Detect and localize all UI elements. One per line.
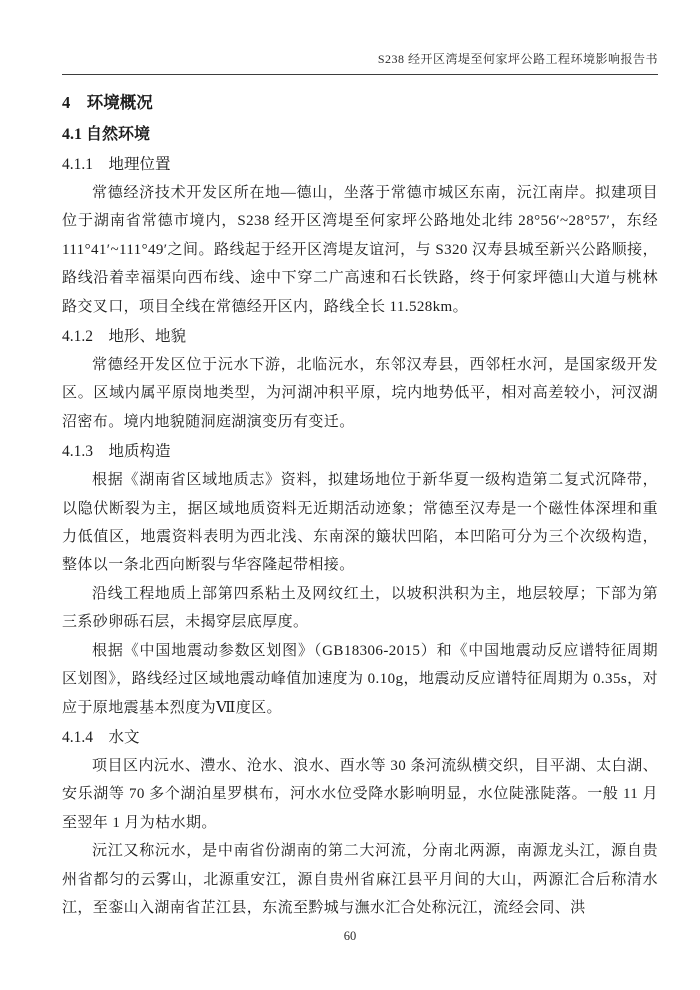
document-body xyxy=(62,75,658,922)
subsection-heading-geological-structure: 4.1.3 地质构造 xyxy=(62,443,171,461)
paragraph-hydrology-rivers-lakes: 项目区内沅水、澧水、沧水、浪水、酉水等 30 条河流纵横交织，目平湖、太白湖、安乐湖等 70 多个湖泊星罗棋布，河水水位受降水影响明显，水位陡涨陡落。一般 11 月至翌年 1 月为枯水期。 xyxy=(62,757,658,831)
section-heading-natural-environment: 4.1 自然环境 xyxy=(62,126,151,143)
paragraph-hydrology-yuanjiang: 沅江又称沅水，是中南省份湖南的第二大河流，分南北两源，南源龙头江，源自贵州省都匀的云雾山，北源重安江，源自贵州省麻江县平月间的大山，两源汇合后称清水江，至銮山入湖南省芷江县，东流至黔城与潕水汇合处称沅江，流经会同、洪 xyxy=(62,843,658,916)
paragraph-seismic-parameters: 根据《中国地震动参数区划图》（GB18306-2015）和《中国地震动反应谱特征周期区划图》，路线经过区域地震动峰值加速度为 0.10g，地震动反应谱特征周期为 0.35s，对应于原地震基本烈度为Ⅶ度区。 xyxy=(62,642,658,716)
page-header xyxy=(62,50,658,75)
chapter-heading: 4 环境概况 xyxy=(62,93,153,112)
subsection-heading-geographic-location: 4.1.1 地理位置 xyxy=(62,156,171,173)
paragraph-geological-structure-1: 根据《湖南省区域地质志》资料，拟建场地位于新华夏一级构造第二复式沉降带，以隐伏断裂为主，据区域地质资料无近期活动迹象；常德至汉寿是一个磁性体深埋和重力低值区，地震资料表明为西北浅、东南深的簸状凹陷，本凹陷可分为三个次级构造，整体以一条北西向断裂与华容隆起带相接。 xyxy=(62,472,658,574)
subsection-heading-terrain-landform: 4.1.2 地形、地貌 xyxy=(62,328,187,346)
paragraph-geographic-location: 常德经济技术开发区所在地—德山，坐落于常德市城区东南，沅江南岸。拟建项目位于湖南省常德市境内，S238 经开区湾堤至何家坪公路地处北纬 28°56′~28°57′，东经 111°41′~111°49′之间。路线起于经开区湾堤友谊河，与 S320 汉寿县城至新兴公路顺接，路线沿着幸福渠向西布线、途中下穿二广高速和石长铁路，终于何家坪德山大道与桃林路交叉口，项目全线在常德经开区内，路线全长 11.528km。 xyxy=(62,185,658,315)
paragraph-geological-structure-2: 沿线工程地质上部第四系粘土及网纹红土，以坡积洪积为主，地层较厚；下部为第三系砂卵砾石层，未揭穿层底厚度。 xyxy=(62,585,658,631)
page-footer xyxy=(0,929,700,944)
page-number: 60 xyxy=(343,929,357,943)
subsection-heading-hydrology: 4.1.4 水文 xyxy=(62,728,140,746)
running-header-title: S238 经开区湾堤至何家坪公路工程环境影响报告书 xyxy=(377,52,658,66)
paragraph-terrain-landform: 常德经开发区位于沅水下游，北临沅水，东邻汉寿县，西邻枉水河，是国家级开发区。区域内属平原岗地类型，为河湖冲积平原，垸内地势低平，相对高差较小，河汊湖沼密布。境内地貌随洞庭湖演变历有变迁。 xyxy=(62,357,658,430)
